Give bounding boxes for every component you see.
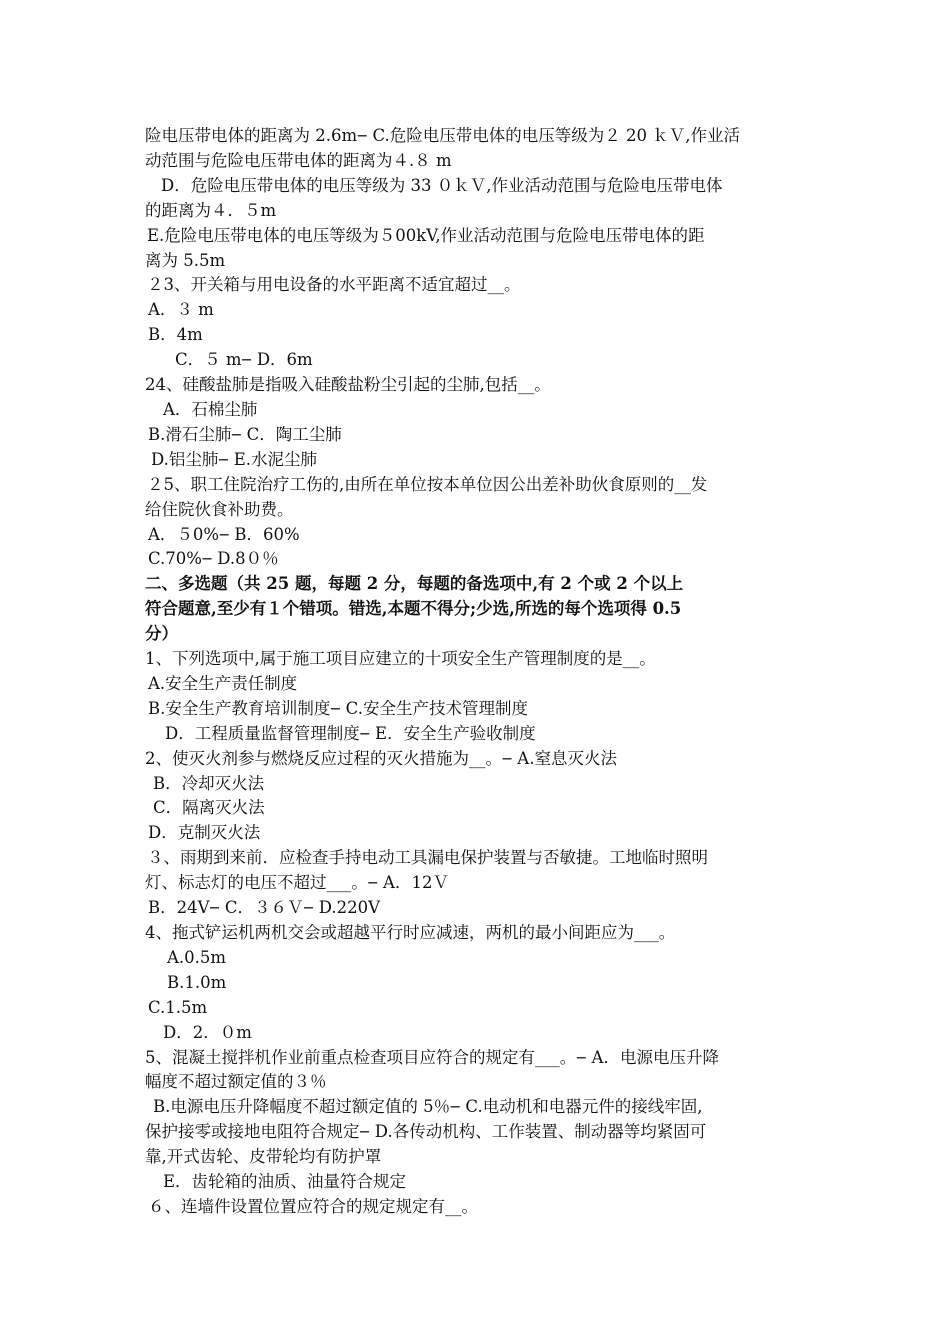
text-line: 2、使灭火剂参与燃烧反应过程的灭火措施为__。౼ A.窒息灭火法: [145, 748, 617, 768]
text-line: A．石棉尘肺: [163, 399, 258, 419]
text-line: 的距离为４．５m: [145, 200, 277, 220]
text-line: D．工程质量监督管理制度౼ E．安全生产验收制度: [165, 723, 536, 743]
text-line: 靠,开式齿轮、皮带轮均有防护罩: [145, 1147, 382, 1167]
text-line: B.滑石尘肺౼ C．陶工尘肺: [148, 424, 342, 444]
text-line: B.安全生产教育培训制度౼ C.安全生产技术管理制度: [148, 698, 528, 718]
section-heading-line: 二、多选题（共 25 题，每题 2 分，每题的备选项中,有 2 个或 2 个以上: [145, 574, 684, 594]
text-line: B．4m: [148, 325, 203, 345]
text-line: 24、硅酸盐肺是指吸入硅酸盐粉尘引起的尘肺,包括__。: [145, 375, 551, 395]
text-line: 5、混凝土搅拌机作业前重点检查项目应符合的规定有___。౼ A．电源电压升降: [145, 1047, 719, 1067]
text-line: 动范围与危险电压带电体的距离为４.８ m: [145, 150, 452, 170]
text-line: D.铝尘肺౼ E.水泥尘肺: [151, 449, 317, 469]
text-line: A.安全生产责任制度: [148, 673, 298, 693]
section-heading-line: 分）: [145, 624, 178, 644]
text-line: E.危险电压带电体的电压等级为５00kV,作业活动范围与危险电压带电体的距: [147, 225, 705, 245]
text-line: D．危险电压带电体的电压等级为 33 ０ｋＶ,作业活动范围与危险电压带电体: [161, 175, 723, 195]
text-line: 险电压带电体的距离为 2.6m౼ C.危险电压带电体的电压等级为２ 20 ｋＶ,作业活: [145, 126, 740, 145]
text-line: D．克制灭火法: [148, 823, 261, 843]
text-line: B．冷却灭火法: [153, 773, 265, 793]
text-line: E．齿轮箱的油质、油量符合规定: [163, 1172, 407, 1192]
text-line: A.0.5m: [167, 947, 227, 967]
text-line: B．24V౼ C．３６Ｖ౼ D.220V: [148, 898, 381, 918]
section-heading-line: 符合题意,至少有１个错项。错选,本题不得分;少选,所选的每个选项得 0.5: [145, 599, 682, 619]
text-line: 灯、标志灯的电压不超过___。౼ A．12Ｖ: [145, 873, 449, 893]
text-line: 离为 5.5m: [145, 250, 226, 270]
document-body: [145, 124, 810, 1220]
text-line: ２5、职工住院治疗工伤的,由所在单位按本单位因公出差补助伙食原则的__发: [147, 474, 708, 494]
text-line: 给住院伙食补助费。: [145, 499, 294, 519]
text-line: A．５0%౼ B．60%: [148, 524, 300, 544]
text-line: ３、雨期到来前．应检查手持电动工具漏电保护装置与否敏捷。工地临时照明: [147, 848, 708, 868]
text-line: C．５ m౼ D．6m: [175, 350, 313, 370]
text-line: C．隔离灭火法: [153, 798, 265, 818]
text-line: 1、下列选项中,属于施工项目应建立的十项安全生产管理制度的是__。: [145, 649, 656, 669]
text-line: 4、拖式铲运机两机交会或超越平行时应减速，两机的最小间距应为___。: [145, 923, 676, 942]
text-line: B.电源电压升降幅度不超过额定值的 5％౼ C.电动机和电器元件的接线牢固,: [153, 1097, 703, 1117]
text-line: ６、连墙件设置位置应符合的规定规定有__。: [148, 1196, 478, 1216]
text-line: A．３ m: [148, 300, 214, 320]
text-line: B.1.0m: [167, 972, 227, 992]
text-line: C.70%౼ D.8０％: [148, 549, 279, 569]
text-line: D．2．０m: [163, 1022, 252, 1042]
text-line: ２3、开关箱与用电设备的水平距离不适宜超过__。: [147, 275, 521, 295]
text-line: 幅度不超过额定值的３％: [145, 1072, 327, 1092]
text-line: C.1.5m: [148, 997, 208, 1017]
text-line: 保护接零或接地电阻符合规定౼ D.各传动机构、工作装置、制动器等均紧固可: [145, 1122, 707, 1142]
